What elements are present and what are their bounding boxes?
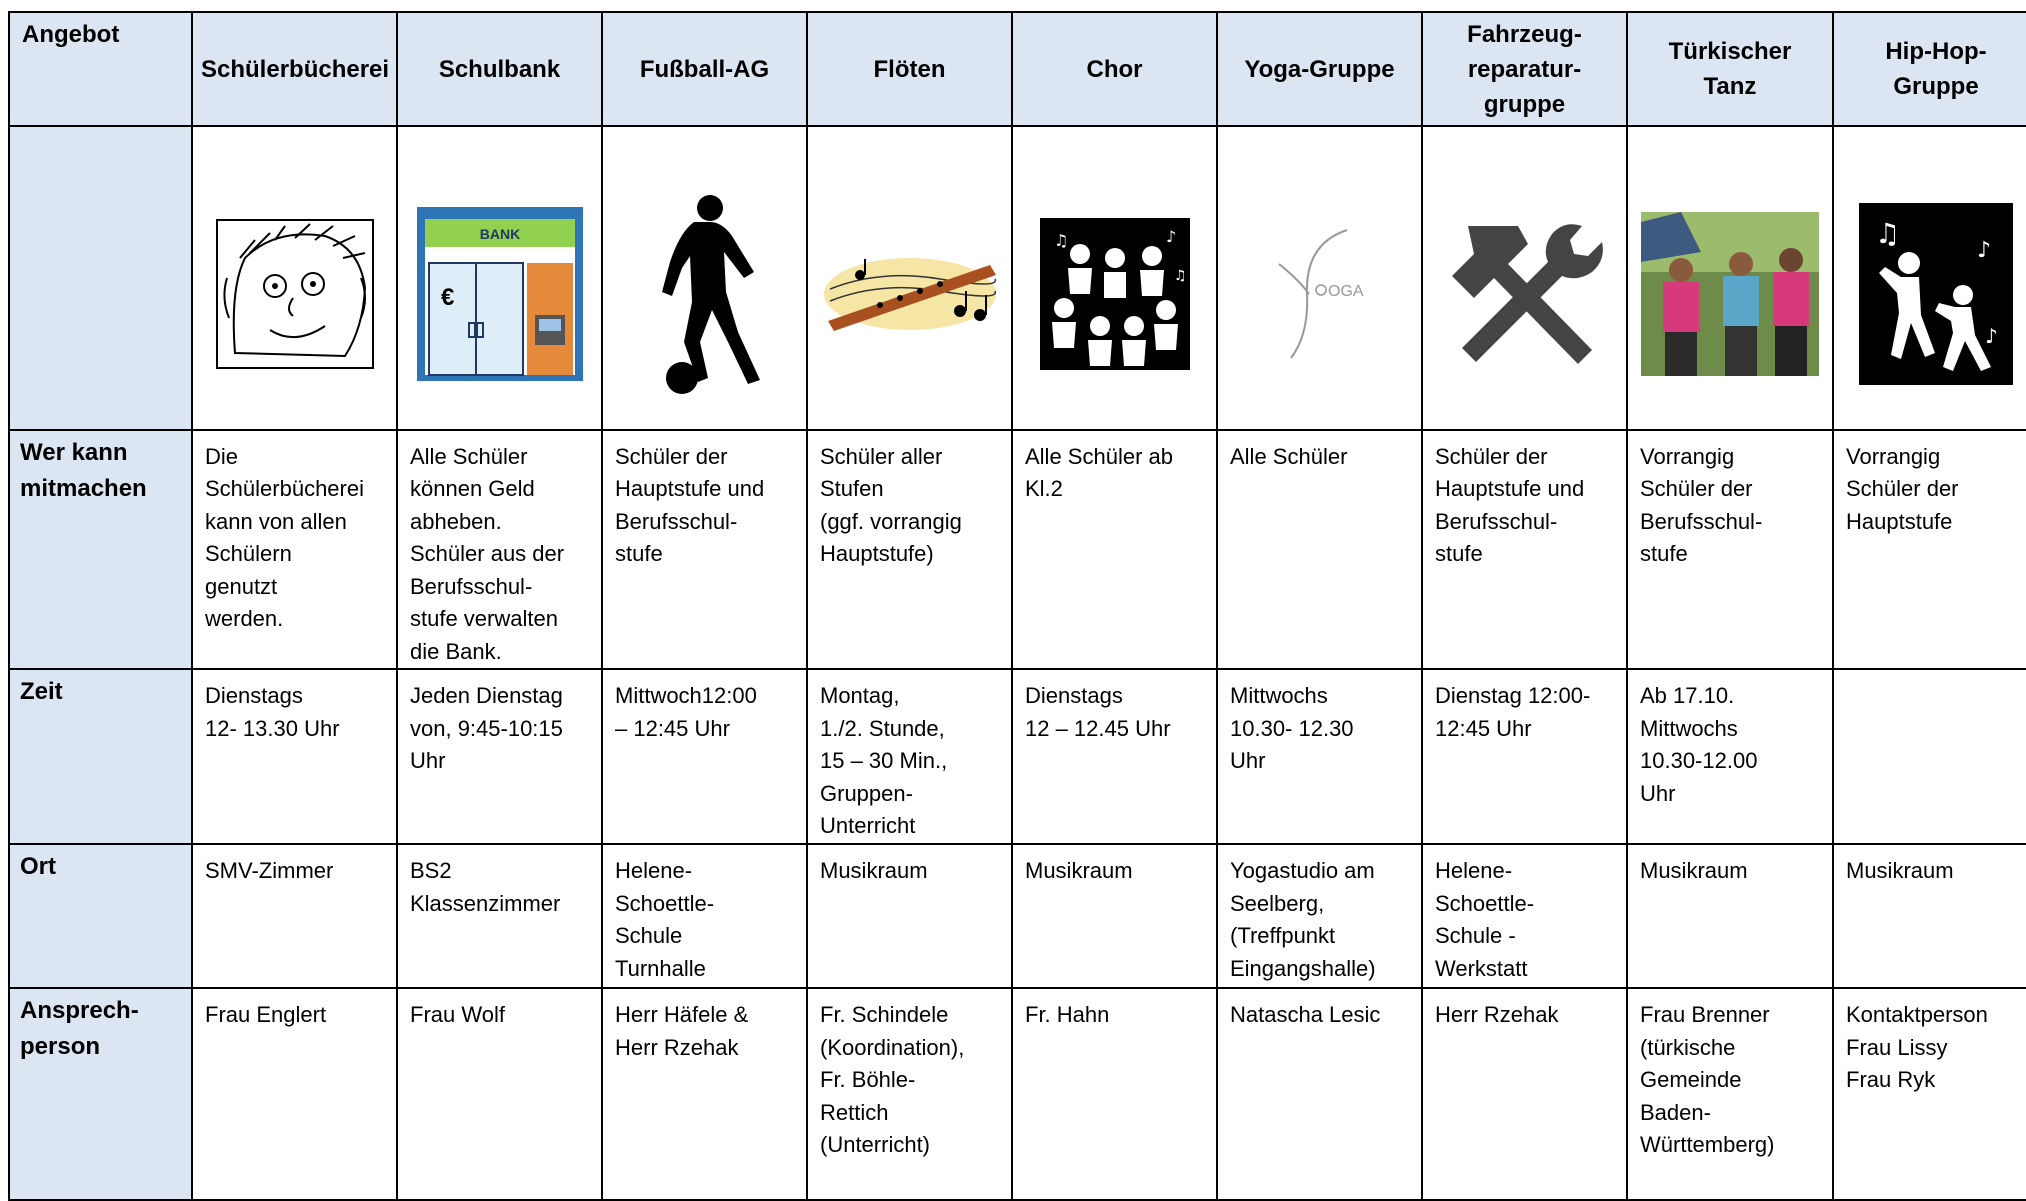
table-cell: Schüler der Hauptstufe und Berufsschul- stufe	[602, 430, 807, 670]
svg-text:♪: ♪	[1977, 238, 1992, 263]
hammer-wrench-icon	[1442, 188, 1608, 401]
column-header-tuerkischer-tanz: Türkischer Tanz	[1627, 12, 1833, 126]
table-cell: Fr. Schindele (Koordination), Fr. Böhle- Rettich (Unterricht)	[807, 988, 1012, 1200]
column-header-schulbank: Schulbank	[397, 12, 602, 126]
table-cell: Mittwochs 10.30- 12.30 Uhr	[1217, 669, 1422, 844]
column-header-fahrzeugreparaturgruppe: Fahrzeug- reparatur- gruppe	[1422, 12, 1627, 126]
row-wer-kann-mitmachen	[9, 430, 2026, 670]
svg-text:♫: ♫	[1173, 268, 1187, 284]
table-cell: Die Schülerbücherei kann von allen Schülern genutzt werden.	[192, 430, 397, 670]
table-cell: Vorrangig Schüler der Hauptstufe	[1833, 430, 2026, 670]
row-ort	[9, 844, 2026, 988]
svg-text:♫: ♫	[1053, 231, 1068, 250]
yoga-logo-icon	[1265, 192, 1375, 397]
table-cell: Montag, 1./2. Stunde, 15 – 30 Min., Gruppen- Unterricht	[807, 669, 1012, 844]
svg-text:BANK: BANK	[479, 226, 520, 242]
table-cell: Dienstags 12- 13.30 Uhr	[192, 669, 397, 844]
soccer-player-icon	[640, 160, 770, 429]
table-cell: Musikraum	[1627, 844, 1833, 988]
column-header-floeten: Flöten	[807, 12, 1012, 126]
table-cell: Helene- Schoettle- Schule - Werkstatt	[1422, 844, 1627, 988]
image-cell-fussball-ag	[602, 126, 807, 430]
image-cell-schuelerbuecherei	[192, 126, 397, 430]
table-cell: BS2 Klassenzimmer	[397, 844, 602, 988]
table-cell: Alle Schüler ab Kl.2	[1012, 430, 1217, 670]
table-cell: SMV-Zimmer	[192, 844, 397, 988]
image-cell-chor	[1012, 126, 1217, 430]
row-zeit	[9, 669, 2026, 844]
table-cell: Yogastudio am Seelberg, (Treffpunkt Eingangshalle)	[1217, 844, 1422, 988]
table-cell: Herr Häfele & Herr Rzehak	[602, 988, 807, 1200]
corner-header: Angebot	[9, 12, 192, 126]
table-cell: Musikraum	[1012, 844, 1217, 988]
image-row	[9, 126, 2026, 430]
column-header-fussball-ag: Fußball-AG	[602, 12, 807, 126]
table-cell: Alle Schüler	[1217, 430, 1422, 670]
table-cell: Jeden Dienstag von, 9:45-10:15 Uhr	[397, 669, 602, 844]
table-cell: Dienstag 12:00- 12:45 Uhr	[1422, 669, 1627, 844]
svg-text:€: €	[440, 284, 454, 311]
row-label: Ort	[9, 844, 192, 988]
column-header-chor: Chor	[1012, 12, 1217, 126]
image-cell-yoga-gruppe	[1217, 126, 1422, 430]
svg-text:♫: ♫	[1875, 217, 1901, 250]
svg-text:OGA: OGA	[1327, 283, 1364, 300]
table-cell: Frau Englert	[192, 988, 397, 1200]
hip-hop-dancers-icon	[1859, 171, 2013, 418]
table-cell: Ab 17.10. Mittwochs 10.30-12.00 Uhr	[1627, 669, 1833, 844]
table-cell: Musikraum	[807, 844, 1012, 988]
table-cell	[1833, 669, 2026, 844]
table-cell: Mittwoch12:00 – 12:45 Uhr	[602, 669, 807, 844]
row-label: Zeit	[9, 669, 192, 844]
recorder-flute-icon	[820, 217, 1000, 372]
column-header-yoga-gruppe: Yoga-Gruppe	[1217, 12, 1422, 126]
image-cell-tuerkischer-tanz	[1627, 126, 1833, 430]
svg-text:♪: ♪	[1165, 227, 1176, 246]
column-header-schuelerbuecherei: Schülerbücherei	[192, 12, 397, 126]
table-cell: Alle Schüler können Geld abheben. Schüler aus der Berufsschul- stufe verwalten die Bank.	[397, 430, 602, 670]
table-cell: Natascha Lesic	[1217, 988, 1422, 1200]
offer-table	[8, 11, 2026, 1201]
table-cell: Frau Brenner (türkische Gemeinde Baden- Württemberg)	[1627, 988, 1833, 1200]
table-cell: Dienstags 12 – 12.45 Uhr	[1012, 669, 1217, 844]
image-cell-schulbank	[397, 126, 602, 430]
table-cell: Helene- Schoettle- Schule Turnhalle	[602, 844, 807, 988]
table-cell: Schüler der Hauptstufe und Berufsschul- stufe	[1422, 430, 1627, 670]
table-cell: Musikraum	[1833, 844, 2026, 988]
header-row	[9, 12, 2026, 126]
row-ansprechperson	[9, 988, 2026, 1200]
table-cell: Vorrangig Schüler der Berufsschul- stufe	[1627, 430, 1833, 670]
bank-building-icon	[415, 173, 585, 416]
column-header-hip-hop-gruppe: Hip-Hop- Gruppe	[1833, 12, 2026, 126]
image-cell-floeten	[807, 126, 1012, 430]
table-cell: Schüler aller Stufen (ggf. vorrangig Hauptstufe)	[807, 430, 1012, 670]
row-label: Ansprech- person	[9, 988, 192, 1200]
table-cell: Fr. Hahn	[1012, 988, 1217, 1200]
image-cell-fahrzeugreparaturgruppe	[1422, 126, 1627, 430]
image-row-label	[9, 126, 192, 430]
table-cell: Herr Rzehak	[1422, 988, 1627, 1200]
choir-icon	[1040, 186, 1190, 403]
table-cell: Frau Wolf	[397, 988, 602, 1200]
turkish-dance-photo	[1641, 180, 1819, 409]
image-cell-hip-hop-gruppe	[1833, 126, 2026, 430]
svg-text:♪: ♪	[1985, 324, 1998, 348]
face-drawing-icon	[215, 186, 375, 403]
row-label: Wer kann mitmachen	[9, 430, 192, 670]
table-cell: Kontaktperson Frau Lissy Frau Ryk	[1833, 988, 2026, 1200]
